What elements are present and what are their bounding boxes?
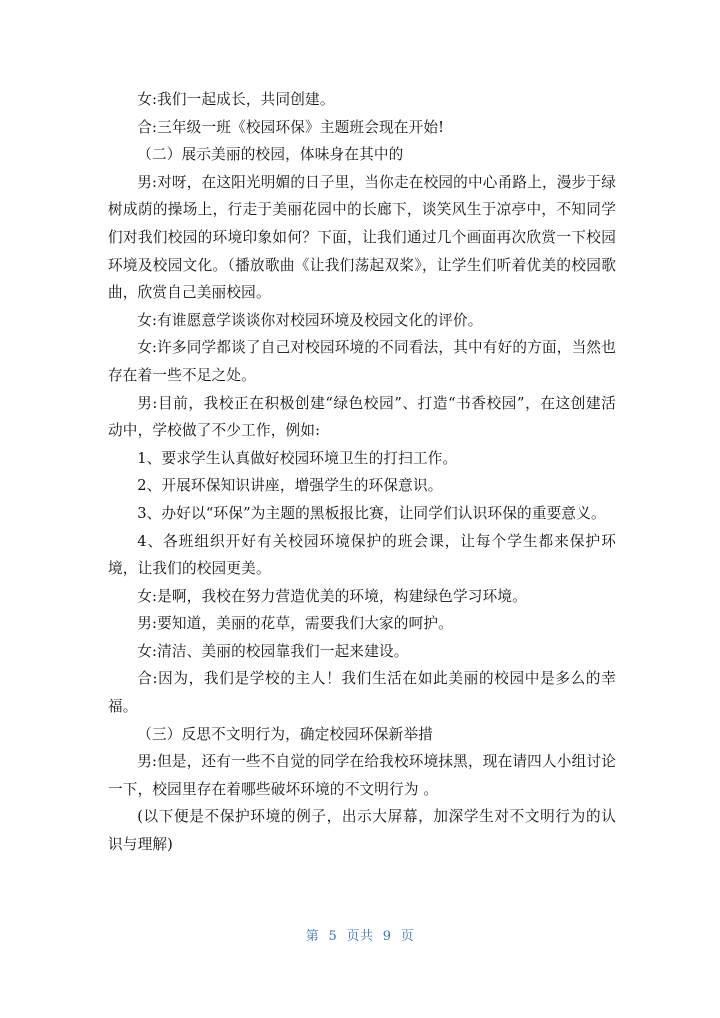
section-heading: （三）反思不文明行为，确定校园环保新举措 (137, 725, 434, 743)
paragraph: 合:三年级一班《校园环保》主题班会现在开始! (137, 118, 445, 136)
list-item: 2、开展环保知识讲座，增强学生的环保意识。 (137, 477, 443, 495)
paragraph: 男:但是，还有一些不自觉的同学在给我校环境抹黑，现在请四人小组讨论一下，校园里存在着哪些破坏环境的不文明行为 。 (108, 753, 616, 798)
list-item: 1、要求学生认真做好校园环境卫生的打扫工作。 (137, 449, 458, 467)
section-heading: （二）展示美丽的校园，体味身在其中的 (137, 146, 404, 164)
paragraph: 女:我们一起成长，共同创建。 (137, 91, 335, 108)
list-item: 4、各班组织开好有关校园环境保护的班会课，让每个学生都来保护环境，让我们的校园更美。 (108, 532, 616, 578)
paragraph: 女:是啊，我校在努力营造优美的环境，构建绿色学习环境。 (137, 587, 527, 605)
paragraph: 女:许多同学都谈了自己对校园环境的不同看法，其中有好的方面，当然也存在着一些不足之处。 (108, 339, 616, 384)
page-number-footer: 第 5 页共 9 页 (305, 929, 415, 944)
paragraph: (以下便是不保护环境的例子，出示大屏幕，加深学生对不文明行为的认识与理解) (108, 808, 616, 854)
paragraph: 女:有谁愿意学谈谈你对校园环境及校园文化的评价。 (137, 311, 483, 329)
paragraph: 合:因为，我们是学校的主人！我们生活在如此美丽的校园中是多么的幸福。 (108, 670, 616, 716)
paragraph: 男:目前，我校正在积极创建“绿色校园”、打造“书香校园”，在这创建活动中，学校做了不少工作，例如: (108, 394, 616, 440)
document-body (108, 86, 616, 859)
paragraph: 女:清洁、美丽的校园靠我们一起来建设。 (137, 642, 409, 660)
paragraph: 男:对呀，在这阳光明媚的日子里，当你走在校园的中心甬路上，漫步于绿树成荫的操场上，行走于美丽花园中的长廊下，谈笑风生于凉亭中，不知同学们对我们校园的环境印象如何？下面，让我们通过几个画面再次欣赏一下校园环境及校园文化。（播放歌曲《让我们荡起双桨》，让学生们听着优美的校园歌曲，欣赏自己美丽校园。 (108, 173, 616, 302)
paragraph: 男:要知道，美丽的花草，需要我们大家的呵护。 (137, 615, 453, 633)
list-item: 3、办好以“环保”为主题的黑板报比赛，让同学们认识环保的重要意义。 (137, 504, 606, 522)
